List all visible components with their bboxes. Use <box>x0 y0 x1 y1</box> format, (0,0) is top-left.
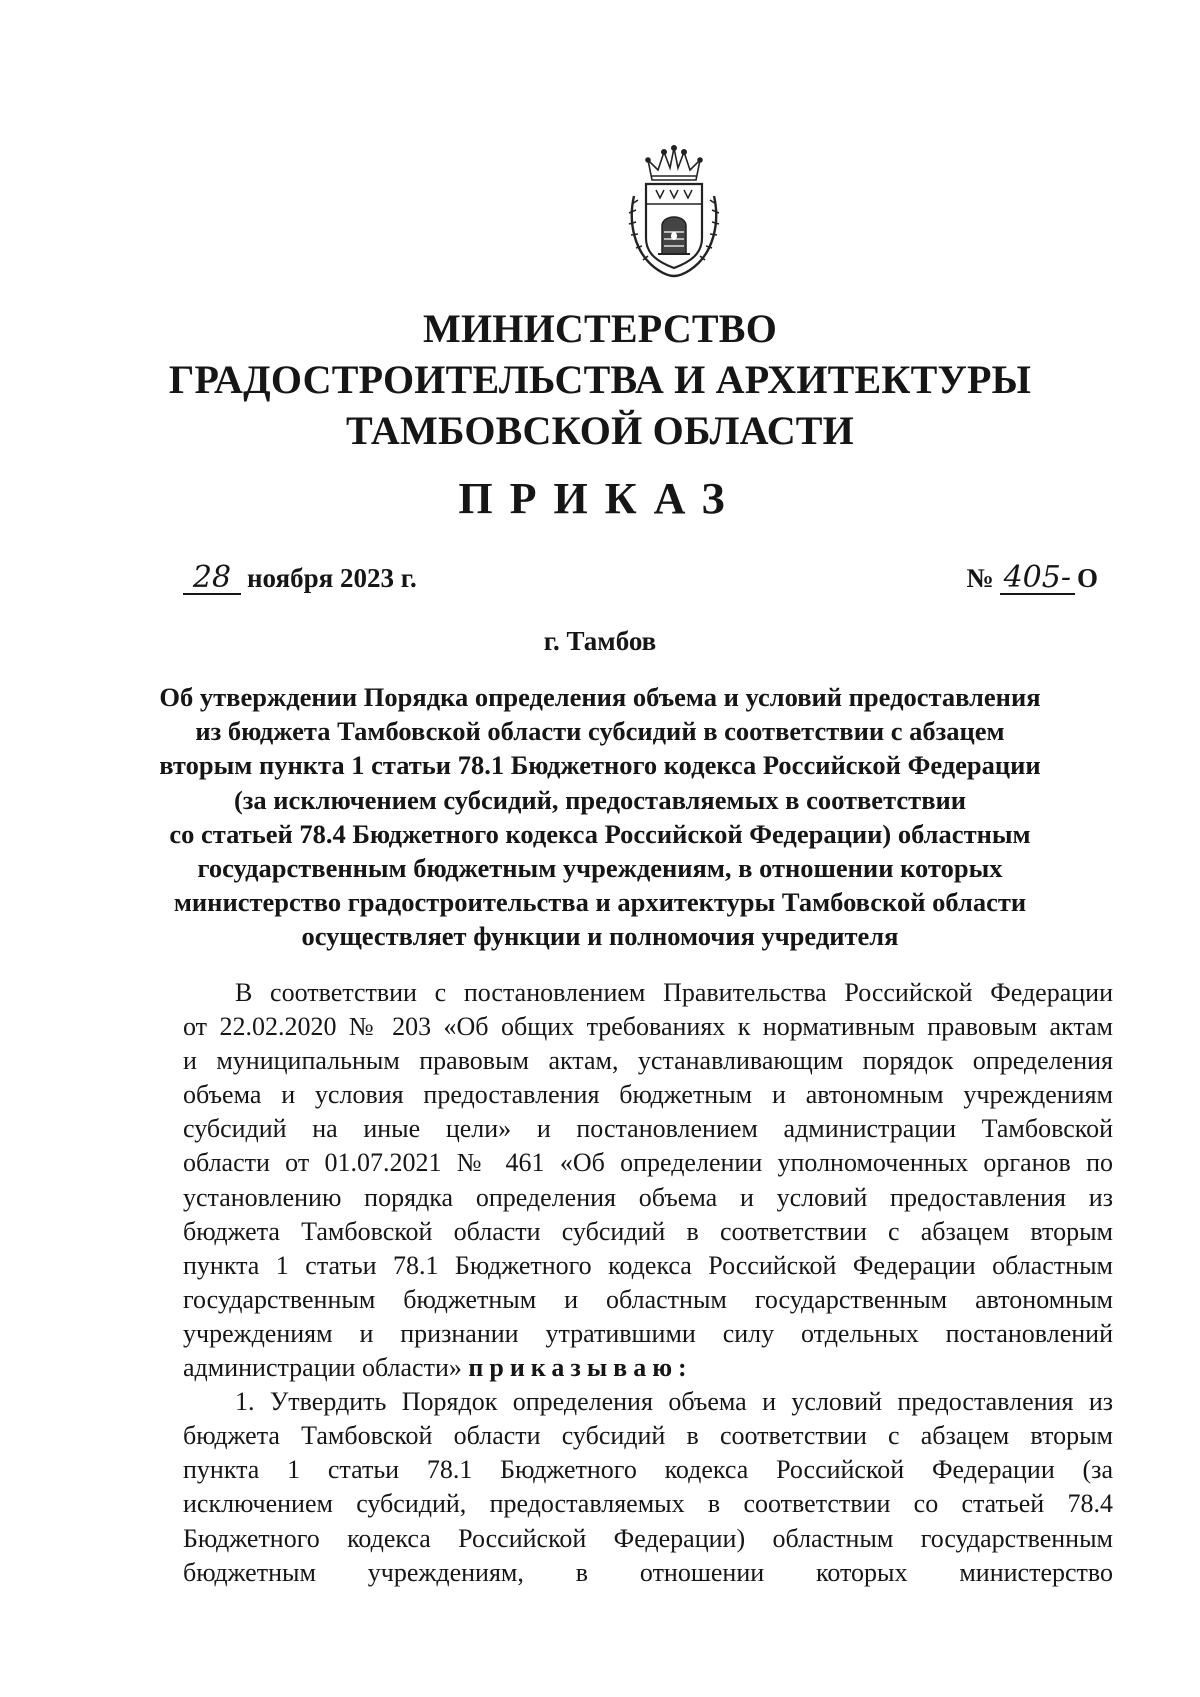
item-1-line: 1. Утвердить Порядок определения объема и условий предоставления из <box>235 1387 1113 1417</box>
title-line: осуществляет функции и полномочия учредителя <box>301 921 899 952</box>
ministry-line: МИНИСТЕРСТВО <box>422 306 778 351</box>
preamble-line: субсидий на иные цели» и постановлением администрации Тамбовской <box>183 1114 1113 1144</box>
preamble-last-text: администрации области» <box>183 1353 462 1383</box>
order-month-year: ноября 2023 г. <box>247 563 417 593</box>
order-word: приказываю: <box>468 1353 693 1383</box>
preamble-line: от 22.02.2020 № 203 «Об общих требованиях к нормативным правовым актам <box>183 1012 1113 1042</box>
preamble-line: учреждениям и признании утратившими силу отдельных постановлений <box>183 1318 1113 1348</box>
ministry-name <box>150 303 1050 456</box>
preamble-line: государственным бюджетным и областным государственным автономным <box>183 1284 1113 1314</box>
preamble-line: области от 01.07.2021 № 461 «Об определении уполномоченных органов по <box>183 1148 1113 1178</box>
item-1-line: бюджета Тамбовской области субсидий в соответствии с абзацем вторым <box>183 1421 1113 1451</box>
handwritten-day: 28 <box>183 563 241 595</box>
ministry-line: ТАМБОВСКОЙ ОБЛАСТИ <box>346 408 854 453</box>
order-number <box>966 560 1098 596</box>
item-1-line: пункта 1 статьи 78.1 Бюджетного кодекса Российской Федерации (за <box>183 1455 1113 1485</box>
tambov-region-coat-of-arms-icon <box>624 142 724 278</box>
order-title <box>150 680 1050 954</box>
number-suffix: О <box>1076 563 1098 593</box>
preamble-line: В соответствии с постановлением Правительства Российской Федерации <box>235 978 1113 1007</box>
preamble-line: бюджета Тамбовской области субсидий в соответствии с абзацем вторым <box>183 1216 1113 1246</box>
item-1-line: исключением субсидий, предоставляемых в соответствии со статьей 78.4 <box>183 1489 1113 1519</box>
title-line: из бюджета Тамбовской области субсидий в соответствии с абзацем <box>195 716 1005 747</box>
preamble-line: пункта 1 статьи 78.1 Бюджетного кодекса Российской Федерации областным <box>183 1250 1113 1280</box>
title-line: вторым пункта 1 статьи 78.1 Бюджетного кодекса Российской Федерации <box>159 750 1041 781</box>
preamble-line: и муниципальным правовым актам, устанавливающим порядок определения <box>183 1046 1113 1076</box>
preamble-line: установлению порядка определения объема и условий предоставления из <box>183 1182 1113 1212</box>
title-line: Об утверждении Порядка определения объема и условий предоставления <box>159 682 1041 712</box>
title-line: министерство градостроительства и архитектуры Тамбовской области <box>173 887 1027 918</box>
preamble-line: объема и условия предоставления бюджетным и автономным учреждениям <box>183 1080 1113 1110</box>
item-1-line: Бюджетного кодекса Российской Федерации) областным государственным <box>183 1523 1113 1553</box>
number-sign: № <box>966 563 994 593</box>
title-line: со статьей 78.4 Бюджетного кодекса Российской Федерации) областным <box>169 818 1031 849</box>
ministry-line: ГРАДОСТРОИТЕЛЬСТВА И АРХИТЕКТУРЫ <box>168 357 1032 402</box>
order-date <box>183 560 417 596</box>
issue-city: г. Тамбов <box>543 626 657 656</box>
preamble-last-line <box>183 1351 1113 1385</box>
item-1-line: бюджетным учреждениям, в отношении которых министерство <box>183 1557 1113 1587</box>
title-line: государственным бюджетным учреждениям, в отношении которых <box>197 853 1003 884</box>
order-body <box>183 976 1113 1590</box>
title-line: (за исключением субсидий, предоставляемых в соответствии <box>233 784 967 815</box>
document-type-heading: ПРИКАЗ <box>458 474 742 523</box>
handwritten-number: 405- <box>1000 563 1075 595</box>
